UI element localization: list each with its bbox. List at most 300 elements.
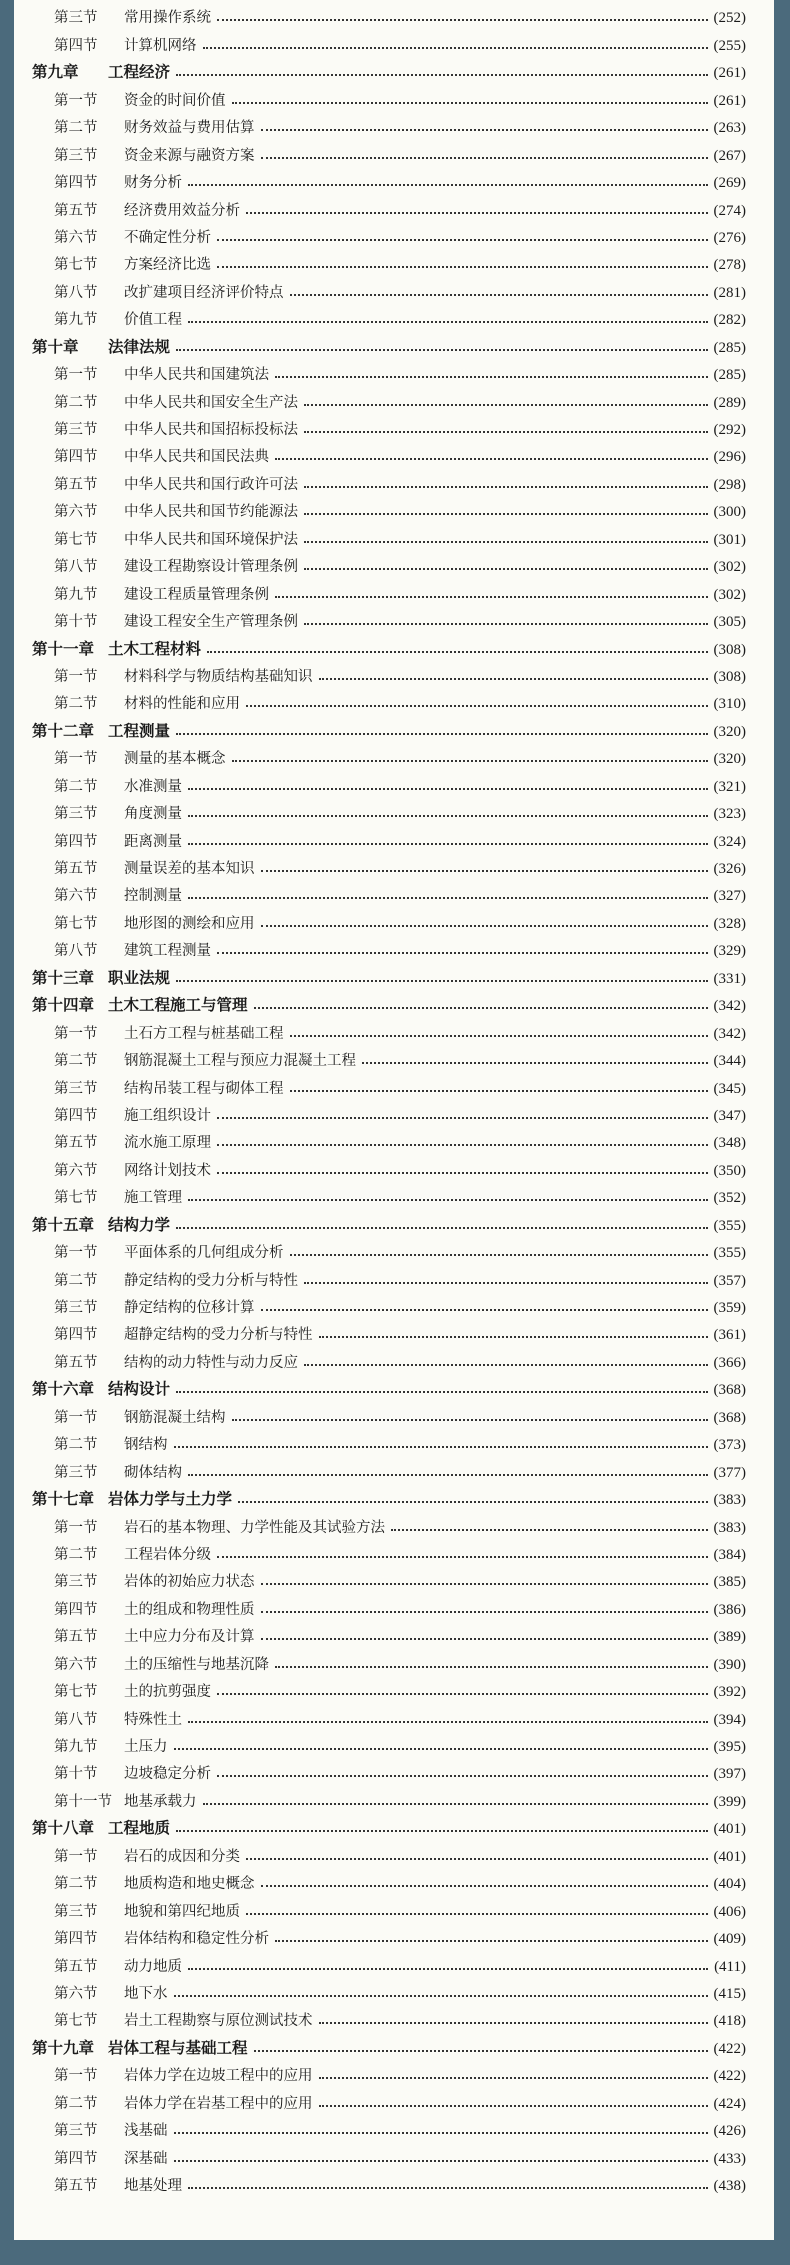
section-title: 地下水 [124, 1985, 168, 2002]
section-title: 地貌和第四纪地质 [124, 1903, 240, 1920]
dot-leader [217, 1172, 708, 1174]
section-number: 第二节 [54, 1053, 98, 1070]
dot-leader [304, 568, 708, 570]
dot-leader [232, 760, 708, 762]
toc-chapter-row[interactable] [32, 960, 746, 987]
toc-section-row[interactable] [32, 659, 746, 686]
toc-section-row[interactable] [32, 1893, 746, 1920]
page-number: (305) [713, 614, 746, 631]
page-number: (373) [713, 1437, 746, 1454]
section-number: 第六节 [54, 1162, 98, 1179]
dot-leader [188, 788, 708, 790]
toc-section-row[interactable] [32, 2140, 746, 2167]
toc-section-row[interactable] [32, 220, 746, 247]
toc-section-row[interactable] [32, 494, 746, 521]
toc-section-row[interactable] [32, 192, 746, 219]
page-number: (310) [713, 696, 746, 713]
dot-leader [362, 1062, 708, 1064]
section-number: 第一节 [54, 1025, 98, 1042]
toc-section-row[interactable] [32, 1454, 746, 1481]
page-number: (324) [713, 833, 746, 850]
page-number: (383) [713, 1519, 746, 1536]
dot-leader [217, 266, 708, 268]
page-number: (285) [713, 339, 746, 356]
chapter-number: 第十六章 [32, 1380, 95, 1399]
toc-chapter-row[interactable] [32, 988, 746, 1015]
section-title: 网络计划技术 [124, 1162, 211, 1179]
toc-section-row[interactable] [32, 0, 746, 27]
section-number: 第二节 [54, 1437, 98, 1454]
page-number: (326) [713, 861, 746, 877]
page-number: (355) [713, 1217, 746, 1234]
section-number: 第六节 [54, 504, 98, 521]
section-title: 控制测量 [124, 888, 182, 905]
section-number: 第一节 [54, 367, 98, 384]
toc-chapter-row[interactable] [32, 713, 746, 740]
page-number: (385) [713, 1574, 746, 1591]
chapter-number: 第十章 [32, 337, 79, 356]
section-title: 资金的时间价值 [124, 92, 226, 109]
section-title: 静定结构的受力分析与特性 [124, 1272, 298, 1289]
dot-leader [246, 1913, 708, 1915]
page-number: (347) [713, 1107, 746, 1124]
chapter-number: 第十二章 [32, 721, 95, 740]
page-number: (389) [713, 1629, 746, 1646]
toc-section-row[interactable] [32, 1015, 746, 1042]
page-number: (342) [713, 998, 746, 1015]
page-number: (409) [713, 1931, 746, 1948]
section-title: 砌体结构 [124, 1464, 182, 1481]
toc-section-row[interactable] [32, 823, 746, 850]
page-number: (426) [713, 2123, 746, 2140]
toc-section-row[interactable] [32, 1399, 746, 1426]
section-title: 材料科学与物质结构基础知识 [124, 668, 313, 685]
toc-section-row[interactable] [32, 1976, 746, 2003]
section-number: 第八节 [54, 1711, 98, 1728]
section-title: 动力地质 [124, 1958, 182, 1975]
chapter-title: 法律法规 [108, 337, 171, 356]
dot-leader [275, 1666, 708, 1668]
chapter-title: 土木工程施工与管理 [108, 996, 248, 1015]
section-title: 岩石的成因和分类 [124, 1848, 240, 1865]
chapter-title: 结构力学 [108, 1215, 171, 1234]
toc-section-row[interactable] [32, 1180, 746, 1207]
dot-leader [174, 1748, 708, 1750]
toc-section-row[interactable] [32, 604, 746, 631]
section-number: 第四节 [54, 2150, 98, 2167]
dot-leader [217, 1775, 708, 1777]
toc-section-row[interactable] [32, 1098, 746, 1125]
toc-section-row[interactable] [32, 1317, 746, 1344]
chapter-title: 职业法规 [108, 968, 171, 987]
toc-section-row[interactable] [32, 439, 746, 466]
section-title: 钢筋混凝土工程与预应力混凝土工程 [124, 1053, 356, 1070]
dot-leader [238, 1501, 707, 1503]
section-number: 第三节 [54, 1300, 98, 1316]
toc-section-row[interactable] [32, 1564, 746, 1591]
chapter-number: 第十四章 [32, 996, 95, 1015]
dot-leader [275, 1940, 708, 1942]
section-title: 深基础 [124, 2150, 168, 2167]
page-number: (298) [713, 476, 746, 493]
dot-leader [217, 1117, 708, 1119]
toc-section-row[interactable] [32, 851, 746, 878]
page-number: (344) [713, 1053, 746, 1070]
page-number: (252) [713, 10, 746, 27]
section-title: 土石方工程与桩基础工程 [124, 1025, 284, 1042]
toc-section-row[interactable] [32, 1509, 746, 1536]
section-title: 中华人民共和国节约能源法 [124, 504, 298, 521]
dot-leader [254, 2050, 708, 2052]
section-title: 钢筋混凝土结构 [124, 1409, 226, 1426]
section-title: 岩土工程勘察与原位测试技术 [124, 2013, 313, 2030]
dot-leader [217, 952, 708, 954]
section-number: 第十节 [54, 1766, 98, 1783]
toc-section-row[interactable] [32, 1344, 746, 1371]
section-number: 第四节 [54, 1601, 98, 1618]
page-number: (350) [713, 1162, 746, 1179]
page-number: (289) [713, 394, 746, 411]
dot-leader [188, 1474, 708, 1476]
section-number: 第三节 [54, 10, 98, 27]
toc-section-row[interactable] [32, 1290, 746, 1317]
page-number: (399) [713, 1793, 746, 1810]
section-title: 财务分析 [124, 175, 182, 192]
section-number: 第三节 [54, 1903, 98, 1920]
section-title: 角度测量 [124, 806, 182, 823]
chapter-number: 第九章 [32, 63, 79, 82]
dot-leader [275, 376, 708, 378]
toc-section-row[interactable] [32, 2058, 746, 2085]
section-number: 第六节 [54, 1656, 98, 1673]
toc-section-row[interactable] [32, 1948, 746, 1975]
section-number: 第二节 [54, 394, 98, 411]
section-number: 第九节 [54, 1739, 98, 1755]
section-title: 材料的性能和应用 [124, 696, 240, 713]
section-number: 第五节 [54, 1354, 98, 1371]
toc-section-row[interactable] [32, 521, 746, 548]
dot-leader [174, 2132, 708, 2134]
dot-leader [217, 1556, 708, 1558]
toc-section-row[interactable] [32, 1866, 746, 1893]
toc-section-row[interactable] [32, 247, 746, 274]
section-number: 第八节 [54, 943, 98, 960]
section-number: 第五节 [54, 202, 98, 219]
toc-section-row[interactable] [32, 412, 746, 439]
toc-section-row[interactable] [32, 741, 746, 768]
toc-chapter-row[interactable] [32, 55, 746, 82]
dot-leader [290, 294, 708, 296]
section-title: 施工组织设计 [124, 1107, 211, 1124]
dot-leader [176, 1227, 707, 1229]
dot-leader [174, 2160, 708, 2162]
page-number: (368) [713, 1382, 746, 1399]
page-number: (438) [713, 2178, 746, 2194]
toc-section-row[interactable] [32, 2168, 746, 2195]
section-number: 第五节 [54, 476, 98, 493]
page-number: (357) [713, 1272, 746, 1289]
toc-section-row[interactable] [32, 27, 746, 54]
toc-section-row[interactable] [32, 1646, 746, 1673]
dot-leader [261, 129, 708, 131]
page-number: (302) [713, 559, 746, 576]
section-title: 结构的动力特性与动力反应 [124, 1354, 298, 1371]
dot-leader [217, 239, 708, 241]
page-number: (261) [713, 65, 746, 82]
section-title: 平面体系的几何组成分析 [124, 1245, 284, 1262]
section-title: 边坡稳定分析 [124, 1766, 211, 1783]
section-title: 土压力 [124, 1739, 168, 1755]
toc-chapter-row[interactable] [32, 2030, 746, 2057]
toc-section-row[interactable] [32, 796, 746, 823]
section-number: 第四节 [54, 833, 98, 850]
dot-leader [261, 1638, 708, 1640]
dot-leader [174, 1446, 708, 1448]
toc-section-row[interactable] [32, 1838, 746, 1865]
toc-chapter-row[interactable] [32, 1372, 746, 1399]
dot-leader [275, 458, 708, 460]
dot-leader [254, 1007, 708, 1009]
dot-leader [304, 513, 708, 515]
dot-leader [391, 1529, 708, 1531]
page-number: (285) [713, 367, 746, 384]
section-title: 水准测量 [124, 778, 182, 795]
section-number: 第五节 [54, 861, 98, 877]
page-number: (397) [713, 1766, 746, 1783]
page-number: (331) [713, 970, 746, 987]
page-number: (308) [713, 641, 746, 658]
page-number: (386) [713, 1601, 746, 1618]
toc-section-row[interactable] [32, 1783, 746, 1810]
toc-section-row[interactable] [32, 768, 746, 795]
chapter-title: 岩体工程与基础工程 [108, 2038, 248, 2057]
page-number: (404) [713, 1876, 746, 1893]
section-title: 中华人民共和国建筑法 [124, 367, 269, 384]
toc-section-row[interactable] [32, 905, 746, 932]
section-number: 第四节 [54, 175, 98, 192]
dot-leader [261, 870, 708, 872]
section-number: 第七节 [54, 915, 98, 932]
section-number: 第二节 [54, 1876, 98, 1893]
page-number: (345) [713, 1080, 746, 1097]
dot-leader [246, 705, 708, 707]
toc-section-row[interactable] [32, 357, 746, 384]
page-number: (383) [713, 1492, 746, 1509]
page-number: (366) [713, 1354, 746, 1371]
dot-leader [176, 980, 707, 982]
toc-section-row[interactable] [32, 878, 746, 905]
chapter-title: 结构设计 [108, 1380, 171, 1399]
toc-section-row[interactable] [32, 2113, 746, 2140]
section-number: 第三节 [54, 806, 98, 823]
section-number: 第二节 [54, 696, 98, 713]
toc-section-row[interactable] [32, 549, 746, 576]
toc-section-row[interactable] [32, 302, 746, 329]
section-number: 第九节 [54, 312, 98, 329]
dot-leader [304, 1282, 708, 1284]
section-title: 测量误差的基本知识 [124, 861, 255, 877]
section-number: 第一节 [54, 1245, 98, 1262]
section-title: 工程岩体分级 [124, 1546, 211, 1563]
section-title: 经济费用效益分析 [124, 202, 240, 219]
page-number: (296) [713, 449, 746, 466]
page-number: (327) [713, 888, 746, 905]
page-number: (415) [713, 1985, 746, 2002]
dot-leader [319, 678, 708, 680]
toc-section-row[interactable] [32, 1070, 746, 1097]
toc-section-row[interactable] [32, 1729, 746, 1756]
toc-section-row[interactable] [32, 1235, 746, 1262]
toc-section-row[interactable] [32, 1537, 746, 1564]
page-number: (377) [713, 1464, 746, 1481]
page-number: (320) [713, 723, 746, 740]
page-number: (411) [714, 1958, 746, 1975]
toc-chapter-row[interactable] [32, 329, 746, 356]
toc-section-row[interactable] [32, 1674, 746, 1701]
section-number: 第十节 [54, 614, 98, 631]
page-number: (355) [713, 1245, 746, 1262]
dot-leader [304, 623, 708, 625]
toc-section-row[interactable] [32, 1756, 746, 1783]
chapter-number: 第十七章 [32, 1490, 95, 1509]
section-title: 钢结构 [124, 1437, 168, 1454]
dot-leader [261, 1583, 708, 1585]
chapter-title: 工程测量 [108, 721, 171, 740]
section-number: 第三节 [54, 1080, 98, 1097]
section-title: 财务效益与费用估算 [124, 120, 255, 137]
dot-leader [275, 596, 708, 598]
chapter-number: 第十一章 [32, 639, 95, 658]
chapter-number: 第十三章 [32, 968, 95, 987]
section-number: 第一节 [54, 2068, 98, 2085]
toc-section-row[interactable] [32, 933, 746, 960]
page-number: (321) [713, 778, 746, 795]
toc-section-row[interactable] [32, 384, 746, 411]
section-title: 土的压缩性与地基沉降 [124, 1656, 269, 1673]
page-number: (384) [713, 1546, 746, 1563]
section-title: 中华人民共和国安全生产法 [124, 394, 298, 411]
section-title: 建设工程质量管理条例 [124, 586, 269, 603]
dot-leader [176, 733, 707, 735]
section-number: 第二节 [54, 778, 98, 795]
toc-section-row[interactable] [32, 2085, 746, 2112]
page-number: (329) [713, 943, 746, 960]
section-title: 中华人民共和国民法典 [124, 449, 269, 466]
section-number: 第一节 [54, 1409, 98, 1426]
page-number: (424) [713, 2095, 746, 2112]
dot-leader [174, 1995, 708, 1997]
dot-leader [290, 1254, 708, 1256]
section-title: 地基承载力 [124, 1793, 197, 1810]
toc-chapter-row[interactable] [32, 1482, 746, 1509]
section-title: 土的组成和物理性质 [124, 1601, 255, 1618]
section-title: 距离测量 [124, 833, 182, 850]
section-title: 计算机网络 [124, 37, 197, 54]
toc-section-row[interactable] [32, 274, 746, 301]
dot-leader [304, 404, 708, 406]
dot-leader [304, 541, 708, 543]
section-number: 第九节 [54, 586, 98, 603]
section-title: 价值工程 [124, 312, 182, 329]
dot-leader [319, 2105, 708, 2107]
page-number: (301) [713, 531, 746, 548]
table-of-contents [32, 0, 746, 2195]
section-number: 第五节 [54, 1958, 98, 1975]
page-number: (406) [713, 1903, 746, 1920]
toc-chapter-row[interactable] [32, 1207, 746, 1234]
toc-section-row[interactable] [32, 1043, 746, 1070]
toc-section-row[interactable] [32, 1921, 746, 1948]
section-number: 第八节 [54, 559, 98, 576]
toc-section-row[interactable] [32, 137, 746, 164]
section-title: 土中应力分布及计算 [124, 1629, 255, 1646]
toc-section-row[interactable] [32, 576, 746, 603]
toc-section-row[interactable] [32, 1262, 746, 1289]
dot-leader [246, 1858, 708, 1860]
page-number: (278) [713, 257, 746, 274]
page-number: (274) [713, 202, 746, 219]
page-number: (418) [713, 2013, 746, 2030]
section-title: 地质构造和地史概念 [124, 1876, 255, 1893]
toc-section-row[interactable] [32, 1591, 746, 1618]
toc-section-row[interactable] [32, 466, 746, 493]
section-title: 中华人民共和国行政许可法 [124, 476, 298, 493]
section-number: 第三节 [54, 2123, 98, 2140]
toc-section-row[interactable] [32, 82, 746, 109]
section-number: 第二节 [54, 1272, 98, 1289]
toc-section-row[interactable] [32, 1619, 746, 1646]
page-number: (276) [713, 229, 746, 246]
section-title: 土的抗剪强度 [124, 1684, 211, 1701]
toc-section-row[interactable] [32, 1427, 746, 1454]
section-title: 建设工程勘察设计管理条例 [124, 559, 298, 576]
dot-leader [304, 486, 708, 488]
chapter-number: 第十五章 [32, 1215, 95, 1234]
dot-leader [261, 157, 708, 159]
chapter-title: 岩体力学与土力学 [108, 1490, 233, 1509]
page-number: (352) [713, 1190, 746, 1207]
chapter-title: 土木工程材料 [108, 639, 202, 658]
page-number: (390) [713, 1656, 746, 1673]
section-title: 岩体结构和稳定性分析 [124, 1931, 269, 1948]
section-title: 资金来源与融资方案 [124, 147, 255, 164]
dot-leader [176, 349, 707, 351]
page-number: (267) [713, 147, 746, 164]
toc-section-row[interactable] [32, 686, 746, 713]
section-number: 第六节 [54, 1985, 98, 2002]
toc-chapter-row[interactable] [32, 1811, 746, 1838]
page-number: (422) [713, 2040, 746, 2057]
page-number: (302) [713, 586, 746, 603]
toc-section-row[interactable] [32, 165, 746, 192]
section-number: 第二节 [54, 2095, 98, 2112]
section-number: 第一节 [54, 1519, 98, 1536]
toc-chapter-row[interactable] [32, 631, 746, 658]
section-number: 第五节 [54, 1135, 98, 1152]
dot-leader [188, 184, 708, 186]
section-number: 第一节 [54, 1848, 98, 1865]
page-number: (433) [713, 2150, 746, 2167]
dot-leader [207, 651, 707, 653]
toc-section-row[interactable] [32, 1152, 746, 1179]
toc-section-row[interactable] [32, 1701, 746, 1728]
toc-section-row[interactable] [32, 1125, 746, 1152]
toc-section-row[interactable] [32, 110, 746, 137]
dot-leader [176, 74, 707, 76]
dot-leader [188, 1199, 708, 1201]
toc-section-row[interactable] [32, 2003, 746, 2030]
section-number: 第四节 [54, 1327, 98, 1344]
